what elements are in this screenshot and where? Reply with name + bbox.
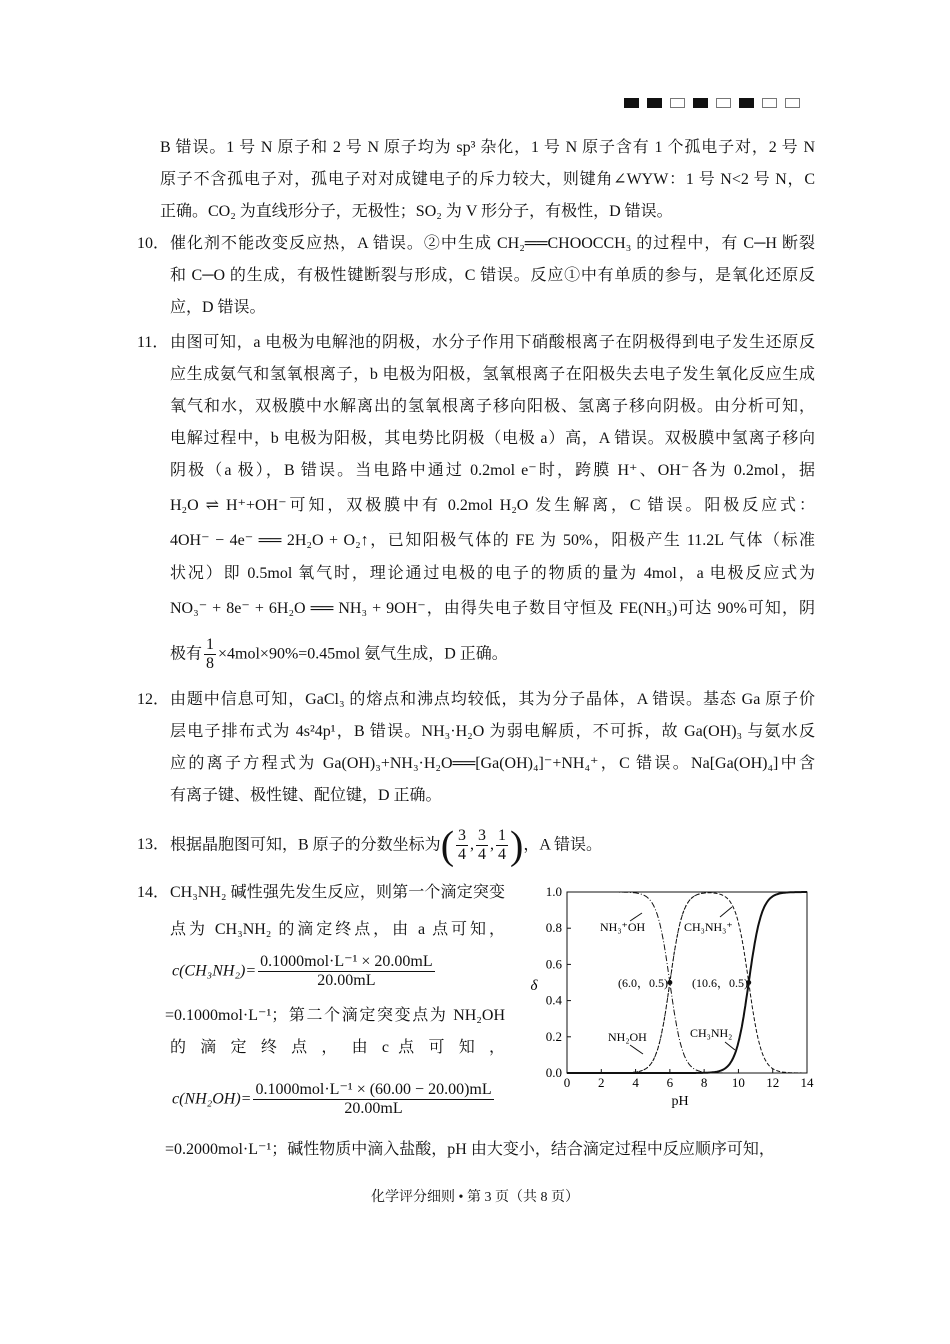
x-tick-label: 8 [700, 1075, 708, 1090]
q13-line: 根据晶胞图可知，B 原子的分数坐标为( $\frac{3}{4}$ , $\frac{3}{4}$ , $\frac{1}{4}$ )，A 错误。 [170, 822, 603, 868]
q12-line: 由题中信息可知，GaCl₃ 的熔点和沸点均较低，其为分子晶体，A 错误。基态 Ga 原子价 [170, 691, 815, 708]
q11-text: ×4mol×90%=0.45mol 氨气生成，D 正确。 [218, 645, 508, 663]
filled-square-mark [624, 98, 639, 108]
q9-line: 原子不含孤电子对，孤电子对对成键电子的斥力较大，则键角∠WYW：1 号 N<2 号 N，C [160, 171, 815, 188]
empty-square-mark [716, 98, 731, 108]
x-tick-label: 4 [632, 1075, 639, 1090]
x-axis-label: pH [671, 1094, 689, 1109]
q12-line: 有离子键、极性键、配位键，D 正确。 [170, 787, 442, 804]
series-label: CH₃NH₃⁺ [684, 920, 733, 934]
label-leader [630, 1045, 643, 1054]
coord-den: 4 [458, 846, 467, 863]
x-tick-label: 2 [598, 1075, 605, 1090]
header-progress-marks [624, 98, 800, 108]
q11-line: 氧气和水，双极膜中水解离出的氢氧根离子移向阳极、氢离子移向阴极。由分析可知， [170, 398, 815, 415]
coord-num: 3 [458, 827, 467, 844]
q12-line: 应的离子方程式为 Ga(OH)₃+NH₃·H₂O══[Ga(OH)₄]⁻+NH₄⁺，C 错误。Na[Ga(OH)₄]中含 [170, 755, 815, 772]
page-footer: 化学评分细则 • 第 3 页（共 8 页） [371, 1190, 579, 1205]
q11-line: 状况）即 0.5mol 氧气时，理论通过电极的电子的物质的量为 4mol，a 电极反应式为 [170, 565, 815, 582]
q11-line: NO₃⁻ + 8e⁻ + 6H₂O ══ NH₃ + 9OH⁻，由得失电子数目守恒及 FE(NH₃)可达 90%可知，阴 [170, 600, 815, 617]
q14-line: =0.1000mol·L⁻¹；第二个滴定突变点为 NH₂OH [165, 1007, 505, 1024]
empty-square-mark [785, 98, 800, 108]
y-tick-label: 0.4 [545, 992, 562, 1008]
q12-number: 12． [137, 691, 170, 708]
q11-line: 阴极（a 极），B 错误。当电路中通过 0.2mol e⁻时，跨膜 H⁺、OH⁻各为 0.2mol，据 [170, 462, 815, 479]
x-tick-label: 10 [731, 1075, 745, 1090]
x-tick-label: 12 [766, 1075, 780, 1090]
series-label: NH₃⁺OH [600, 920, 646, 934]
point-label: (10.6，0.5) [692, 976, 748, 990]
filled-square-mark [693, 98, 708, 108]
coord-num: 1 [498, 827, 507, 844]
q11-text: 极有 [170, 645, 203, 663]
q14-line: 的 滴 定 终 点 ， 由 c 点 可 知 ， [170, 1039, 505, 1056]
formula-lhs: c(CH₃NH₂)= [172, 962, 257, 980]
filled-square-mark [739, 98, 754, 108]
data-point [667, 980, 672, 985]
point-label: (6.0，0.5) [618, 976, 668, 990]
coord-den: 4 [498, 846, 507, 863]
q13-number: 13． [137, 836, 170, 853]
q14-line: CH₃NH₂ 碱性强先发生反应，则第一个滴定突变 [170, 884, 505, 901]
q9-line: B 错误。1 号 N 原子和 2 号 N 原子均为 sp³ 杂化，1 号 N 原子含有 1 个孤电子对，2 号 N [160, 139, 815, 156]
y-tick-label: 0.6 [545, 956, 562, 972]
q10-line: 和 C─O 的生成，有极性键断裂与形成，C 错误。反应①中有单质的参与，是氧化还原反 [170, 267, 815, 284]
q11-last-line [170, 636, 508, 673]
q13-text: ，A 错误。 [523, 836, 603, 854]
q14-formula-1 [172, 953, 437, 990]
q12-line: 层电子排布式为 4s²4p¹，B 错误。NH₃·H₂O 为弱电解质，不可拆，故 Ga(OH)₃ 与氨水反 [170, 723, 815, 740]
series-label: CH₃NH₂ [690, 1026, 733, 1040]
q9-line: 正确。CO₂ 为直线形分子，无极性；SO₂ 为 V 形分子，有极性，D 错误。 [160, 203, 673, 220]
x-tick-label: 6 [666, 1075, 674, 1090]
q14-number: 14． [137, 884, 170, 901]
q14-formula-2 [172, 1081, 496, 1118]
q14-line: =0.2000mol·L⁻¹；碱性物质中滴入盐酸，pH 由大变小，结合滴定过程中反应顺序可知， [165, 1141, 775, 1158]
y-tick-label: 0.0 [545, 1065, 562, 1080]
q14-line: 点为 CH₃NH₂ 的滴定终点，由 a 点可知， [170, 921, 505, 938]
q10-number: 10． [137, 235, 170, 252]
coord-den: 4 [478, 846, 487, 863]
q11-line: 应生成氨气和氢氧根离子，b 电极为阳极，氢氧根离子在阳极失去电子发生氧化反应生成 [170, 366, 815, 383]
q11-line: H₂O ⇌ H⁺+OH⁻可知，双极膜中有 0.2mol H₂O 发生解离，C 错误。阳极反应式： [170, 497, 815, 514]
fraction-denominator: 8 [206, 655, 215, 672]
q11-line: 4OH⁻ − 4e⁻ ══ 2H₂O + O₂↑，已知阳极气体的 FE 为 50%，阳极产生 11.2L 气体（标准 [170, 532, 815, 549]
y-axis-label: δ [530, 978, 538, 994]
q11-line: 由图可知，a 电极为电解池的阴极，水分子作用下硝酸根离子在阴极得到电子发生还原反 [170, 334, 815, 351]
label-leader [720, 907, 732, 917]
x-tick-label: 0 [563, 1075, 571, 1090]
y-tick-label: 0.8 [545, 920, 562, 936]
q10-line: 应，D 错误。 [170, 299, 266, 316]
formula-denominator: 20.00mL [317, 972, 376, 989]
y-tick-label: 1.0 [545, 884, 562, 899]
empty-square-mark [762, 98, 777, 108]
empty-square-mark [670, 98, 685, 108]
q11-line: 电解过程中，b 电极为阳极，其电势比阴极（电极 a）高，A 错误。双极膜中氢离子移向 [170, 430, 815, 447]
series-label: NH₂OH [608, 1030, 647, 1044]
y-tick-label: 0.2 [545, 1028, 562, 1044]
distribution-chart [520, 875, 820, 1115]
fraction-numerator: 1 [206, 636, 215, 653]
formula-numerator: 0.1000mol·L⁻¹ × (60.00 − 20.00)mL [255, 1081, 492, 1098]
x-tick-label: 14 [800, 1075, 814, 1090]
formula-denominator: 20.00mL [344, 1100, 403, 1117]
coord-num: 3 [478, 827, 487, 844]
fraction [204, 636, 216, 673]
q13-text: 根据晶胞图可知，B 原子的分数坐标为 [170, 836, 441, 854]
label-leader [725, 1042, 735, 1050]
formula-lhs: c(NH₂OH)= [172, 1090, 252, 1108]
q11-number: 11． [137, 334, 169, 351]
filled-square-mark [647, 98, 662, 108]
formula-numerator: 0.1000mol·L⁻¹ × 20.00mL [260, 953, 433, 970]
q10-line: 催化剂不能改变反应热，A 错误。②中生成 CH₂══CHOOCCH₃ 的过程中，有 C─H 断裂 [170, 235, 815, 252]
